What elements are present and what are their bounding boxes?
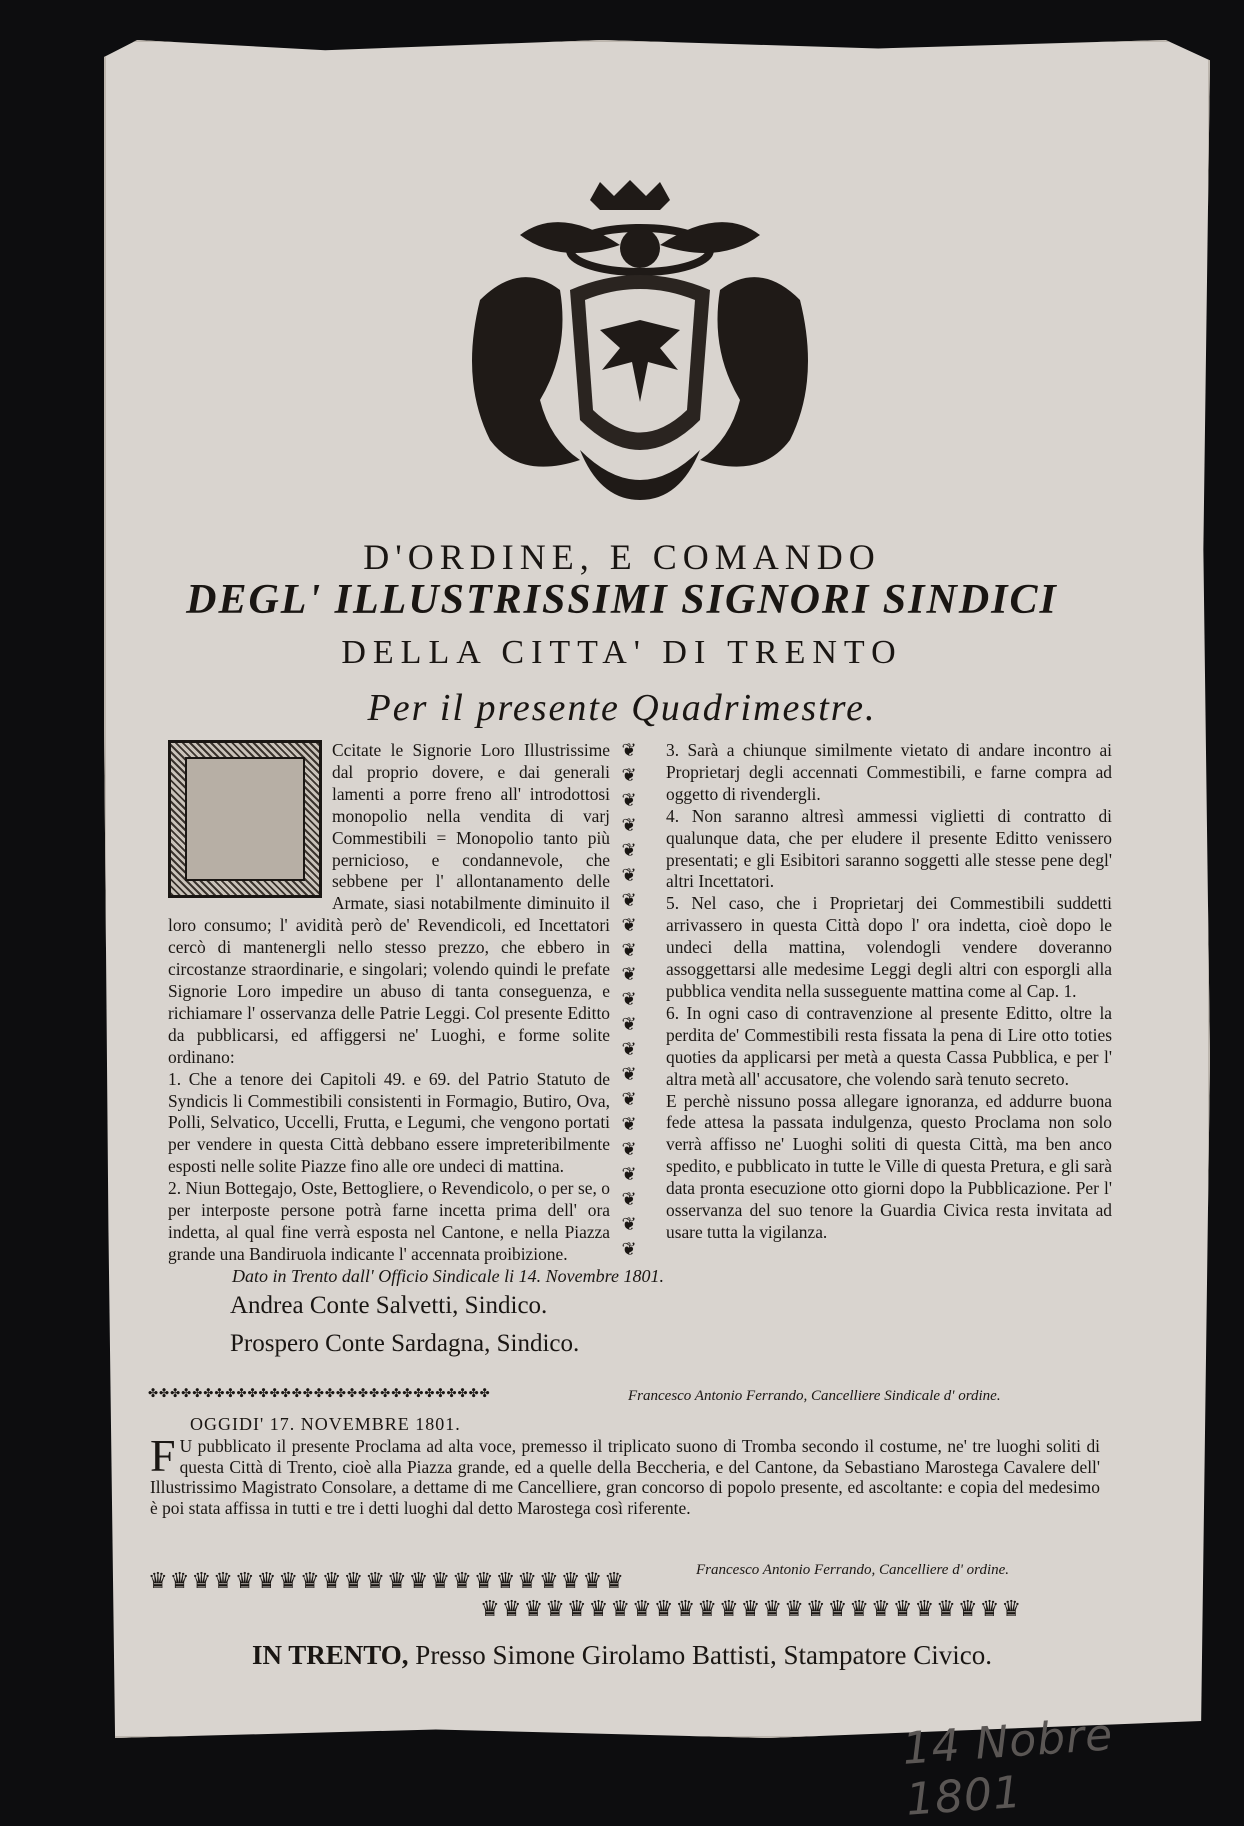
- publication-text: U pubblicato il presente Proclama ad alta voce, premesso il triplicato suono di Tromba secondo il costume, ne' tre luoghi soliti di questa Città di Trento, cioè alla Piazza grande, ed a quelle della Beccheria, e del Cantone, da Sebastiano Marostega Cavalere dell' Illustrissimo Magistrato Consolare, a dettame di me Cancelliere, gran concorso di popolo presente, ed ascoltante: e copia del medesimo è poi stata affissa in tutti e tre i detti luoghi dal detto Marostega così riferente.: [150, 1436, 1100, 1518]
- imprint-printer: Presso Simone Girolamo Battisti, Stampatore Civico.: [415, 1640, 992, 1670]
- article-6: 6. In ogni caso di contravenzione al presente Editto, oltre la perdita de' Commestibili resta fissata la pena di Lire otto toties quoties da applicarsi per metà a questa Cassa Pubblica, e per l' altra metà all' accusatore, che volendo sarà tenuto secreto.: [666, 1002, 1112, 1089]
- ornament-row-crowns: ♛♛♛♛♛♛♛♛♛♛♛♛♛♛♛♛♛♛♛♛♛♛: [148, 1568, 626, 1593]
- article-3: 3. Sarà a chiunque similmente vietato di andare incontro ai Proprietarj degli accennati Commestibili, e farne compra ad oggetto di rivendergli.: [666, 740, 1112, 804]
- intro-paragraph: Ccitate le Signorie Loro Illustrissime dal proprio dovere, e dai generali lamenti a porre freno all' introdottosi monopolio nella vendita di varj Commestibili = Monopolio tanto più pernicioso, e condannevole, che sebbene per l' allontanamento delle Armate, siasi notabilmente diminuito il loro consumo; l' avidità però de' Revendicoli, ed Incettatori cercò di mantenergli nello stesso prezzo, che ebbero in circostanze straordinarie, e singolari; volendo quindi le prefate Signorie Loro impedire un abuso di tanta conseguenza, e richiamare l' osservanza delle Patrie Leggi. Col presente Editto da pubblicarsi, ed affiggersi ne' Luoghi, e forme solite ordinano:: [168, 740, 610, 1067]
- right-column: [666, 740, 1112, 1244]
- heading-syndics: DEGL' ILLUSTRISSIMI SIGNORI SINDICI: [186, 577, 1058, 623]
- decorated-initial-icon: [168, 740, 322, 898]
- article-2: 2. Niun Bottegajo, Oste, Bettogliere, o Revendicolo, o per se, o per interposte persone potrà farne incetta prima dell' ora indetta, al qual fine verrà esposta nel Cantone, e nella Piazza grande una Bandiruola indicante l' accennata proibizione.: [168, 1178, 610, 1264]
- date-line: Dato in Trento dall' Officio Sindicale li 14. Novembre 1801.: [232, 1266, 664, 1286]
- heading-city: DELLA CITTA' DI TRENTO: [341, 634, 903, 671]
- coat-of-arms-icon: [460, 180, 820, 510]
- signature-salvetti: Andrea Conte Salvetti, Sindico.: [230, 1292, 548, 1319]
- article-1: 1. Che a tenore dei Capitoli 49. e 69. del Patrio Statuto de Syndicis li Commestibili consistenti in Formagio, Butiro, Ova, Polli, Selvatico, Uccelli, Frutta, e Legumi, che vengono portati per vendere in questa Città debbano essere impreteribilmente esposti nelle solite Piazze fino alle ore undeci di mattina.: [168, 1068, 610, 1177]
- left-column: [168, 740, 610, 1266]
- publication-paragraph: [150, 1430, 1100, 1518]
- closing-paragraph: E perchè nissuno possa allegare ignoranza, ed addurre buona fede attesa la passata indulgenza, questo Proclama non solo verrà affisso ne' Luoghi soliti di questa Città, ma ben anco spedito, e pubblicato in tutte le Ville di questa Pretura, e gli sarà data pronta esecuzione otto giorni dopo la Pubblicazione. Per l' osservanza del suo tenore la Guardia Civica resta invitata ad usare tutta la vigilanza.: [666, 1090, 1112, 1242]
- ornament-row-small: ✤✤✤✤✤✤✤✤✤✤✤✤✤✤✤✤✤✤✤✤✤✤✤✤✤✤✤✤✤✤✤: [148, 1386, 491, 1400]
- chancellor-signature-2: Francesco Antonio Ferrando, Cancelliere d' ordine.: [696, 1562, 1010, 1578]
- signature-sardagna: Prospero Conte Sardagna, Sindico.: [230, 1330, 580, 1357]
- ornament-row-crowns-2: ♛♛♛♛♛♛♛♛♛♛♛♛♛♛♛♛♛♛♛♛♛♛♛♛♛: [480, 1596, 1024, 1621]
- heading-period: Per il presente Quadrimestre.: [367, 687, 877, 729]
- article-4: 4. Non saranno altresì ammessi viglietti di contratto di qualunque data, che per eludere il presente Editto venissero presentati; e gli Esibitori saranno soggetti alle stesse pene degl' altri Incettatori.: [666, 805, 1112, 892]
- handwritten-date-note: 14 Nobre 1801: [900, 1709, 1115, 1826]
- column-divider-ornament: ❦ ❦ ❦ ❦ ❦ ❦ ❦ ❦ ❦ ❦ ❦ ❦ ❦ ❦ ❦ ❦ ❦ ❦ ❦ ❦ ❦: [621, 740, 637, 1259]
- publication-date: OGGIDI' 17. NOVEMBRE 1801.: [190, 1414, 461, 1434]
- article-5: 5. Nel caso, che i Proprietarj dei Commestibili suddetti arrivassero in questa Città dopo l' ora indetta, cioè dopo le undeci della mattina, volendogli vendere doveranno assoggettarsi alle medesime Leggi degli altri con esporgli alla pubblica vendita nella susseguente mattina come al Cap. 1.: [666, 893, 1112, 1001]
- chancellor-signature-1: Francesco Antonio Ferrando, Cancelliere Sindicale d' ordine.: [628, 1388, 1001, 1404]
- heading-order: D'ORDINE, E COMANDO: [363, 537, 881, 577]
- imprint-city: IN TRENTO,: [251, 1640, 409, 1670]
- publication-initial: F: [150, 1430, 176, 1481]
- printer-imprint: [0, 1640, 1244, 1671]
